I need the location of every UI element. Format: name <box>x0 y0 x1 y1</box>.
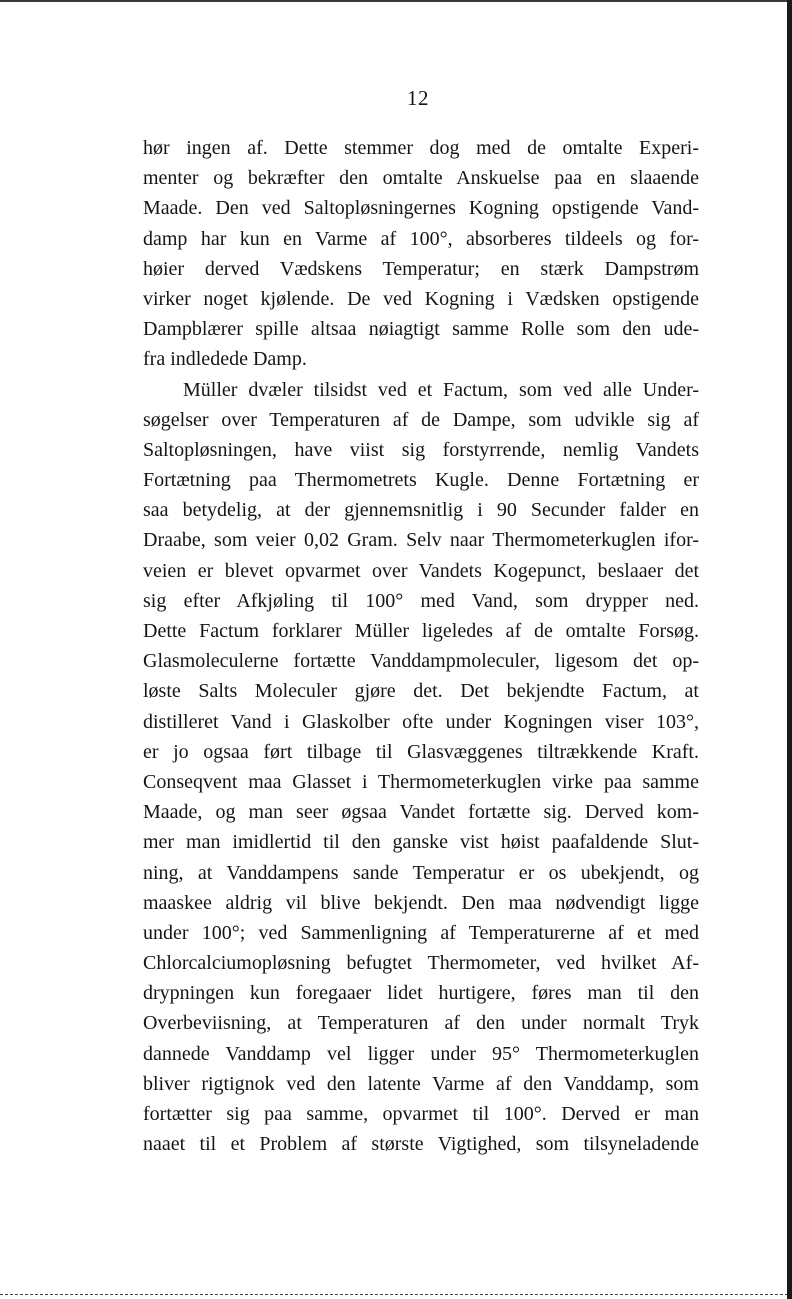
text-line: distilleret Vand i Glaskolber ofte under Kogningen viser 103°, <box>143 710 699 733</box>
scan-edge-bottom <box>0 1294 787 1295</box>
text-line: Conseqvent maa Glasset i Thermometerkuglen virke paa samme <box>143 770 699 793</box>
text-line: veien er blevet opvarmet over Vandets Kogepunct, beslaaer det <box>143 559 699 582</box>
text-line: bliver rigtignok ved den latente Varme af den Vanddamp, som <box>143 1072 699 1095</box>
text-line: Glasmoleculerne fortætte Vanddampmoleculer, ligesom det op- <box>143 650 699 673</box>
text-line: mer man imidlertid til den ganske vist høist paafaldende Slut- <box>143 831 699 854</box>
text-line: fra indledede Damp. <box>143 348 307 371</box>
text-line: under 100°; ved Sammenligning af Temperaturerne af et med <box>143 921 699 944</box>
text-line: Saltopløsningen, have viist sig forstyrrende, nemlig Vandets <box>143 438 699 461</box>
text-line: Fortætning paa Thermometrets Kugle. Denne Fortætning er <box>143 469 699 492</box>
text-line: fortætter sig paa samme, opvarmet til 100°. Derved er man <box>143 1103 699 1125</box>
text-line: Müller dvæler tilsidst ved et Factum, som ved alle Under- <box>183 378 699 401</box>
text-line: Draabe, som veier 0,02 Gram. Selv naar Thermometerkuglen ifor- <box>143 529 699 552</box>
page-number: 12 <box>407 86 429 110</box>
scan-edge-right <box>787 0 792 1299</box>
text-line: Maade. Den ved Saltopløsningernes Kogning opstigende Vand- <box>143 197 699 220</box>
text-line: drypningen kun foregaaer lidet hurtigere, føres man til den <box>143 982 699 1005</box>
paragraph-1 <box>143 133 699 375</box>
text-line: saa betydelig, at der gjennemsnitlig i 90 Secunder falder en <box>143 499 699 522</box>
text-line: er jo ogsaa ført tilbage til Glasvæggenes tiltrækkende Kraft. <box>143 740 699 763</box>
text-line: menter og bekræfter den omtalte Anskuelse paa en slaaende <box>143 167 699 190</box>
text-line: søgelser over Temperaturen af de Dampe, som udvikle sig af <box>143 408 699 431</box>
text-line: ning, at Vanddampens sande Temperatur er os ubekjendt, og <box>143 861 699 884</box>
scan-edge-top <box>0 0 792 2</box>
text-line: maaskee aldrig vil blive bekjendt. Den maa nødvendigt ligge <box>143 891 699 914</box>
body-text <box>143 133 699 1159</box>
text-line: høier derved Vædskens Temperatur; en stærk Dampstrøm <box>143 257 699 280</box>
text-line: hør ingen af. Dette stemmer dog med de omtalte Experi- <box>143 137 699 159</box>
text-line: Dette Factum forklarer Müller ligeledes af de omtalte Forsøg. <box>143 620 699 642</box>
text-line: Maade, og man seer øgsaa Vandet fortætte sig. Derved kom- <box>143 801 699 824</box>
text-line: Chlorcalciumopløsning befugtet Thermometer, ved hvilket Af- <box>143 952 699 975</box>
text-line: dannede Vanddamp vel ligger under 95° Thermometerkuglen <box>143 1042 699 1065</box>
text-line: løste Salts Moleculer gjøre det. Det bekjendte Factum, at <box>143 680 699 703</box>
paragraph-2 <box>143 375 699 1160</box>
text-line: damp har kun en Varme af 100°, absorberes tildeels og for- <box>143 227 699 250</box>
text-line: Overbeviisning, at Temperaturen af den under normalt Tryk <box>143 1012 699 1035</box>
text-line: virker noget kjølende. De ved Kogning i Vædsken opstigende <box>143 287 699 310</box>
text-line: Dampblærer spille altsaa nøiagtigt samme Rolle som den ude- <box>143 318 699 341</box>
text-line: naaet til et Problem af største Vigtighed, som tilsyneladende <box>143 1133 699 1156</box>
text-line: sig efter Afkjøling til 100° med Vand, som drypper ned. <box>143 589 699 612</box>
